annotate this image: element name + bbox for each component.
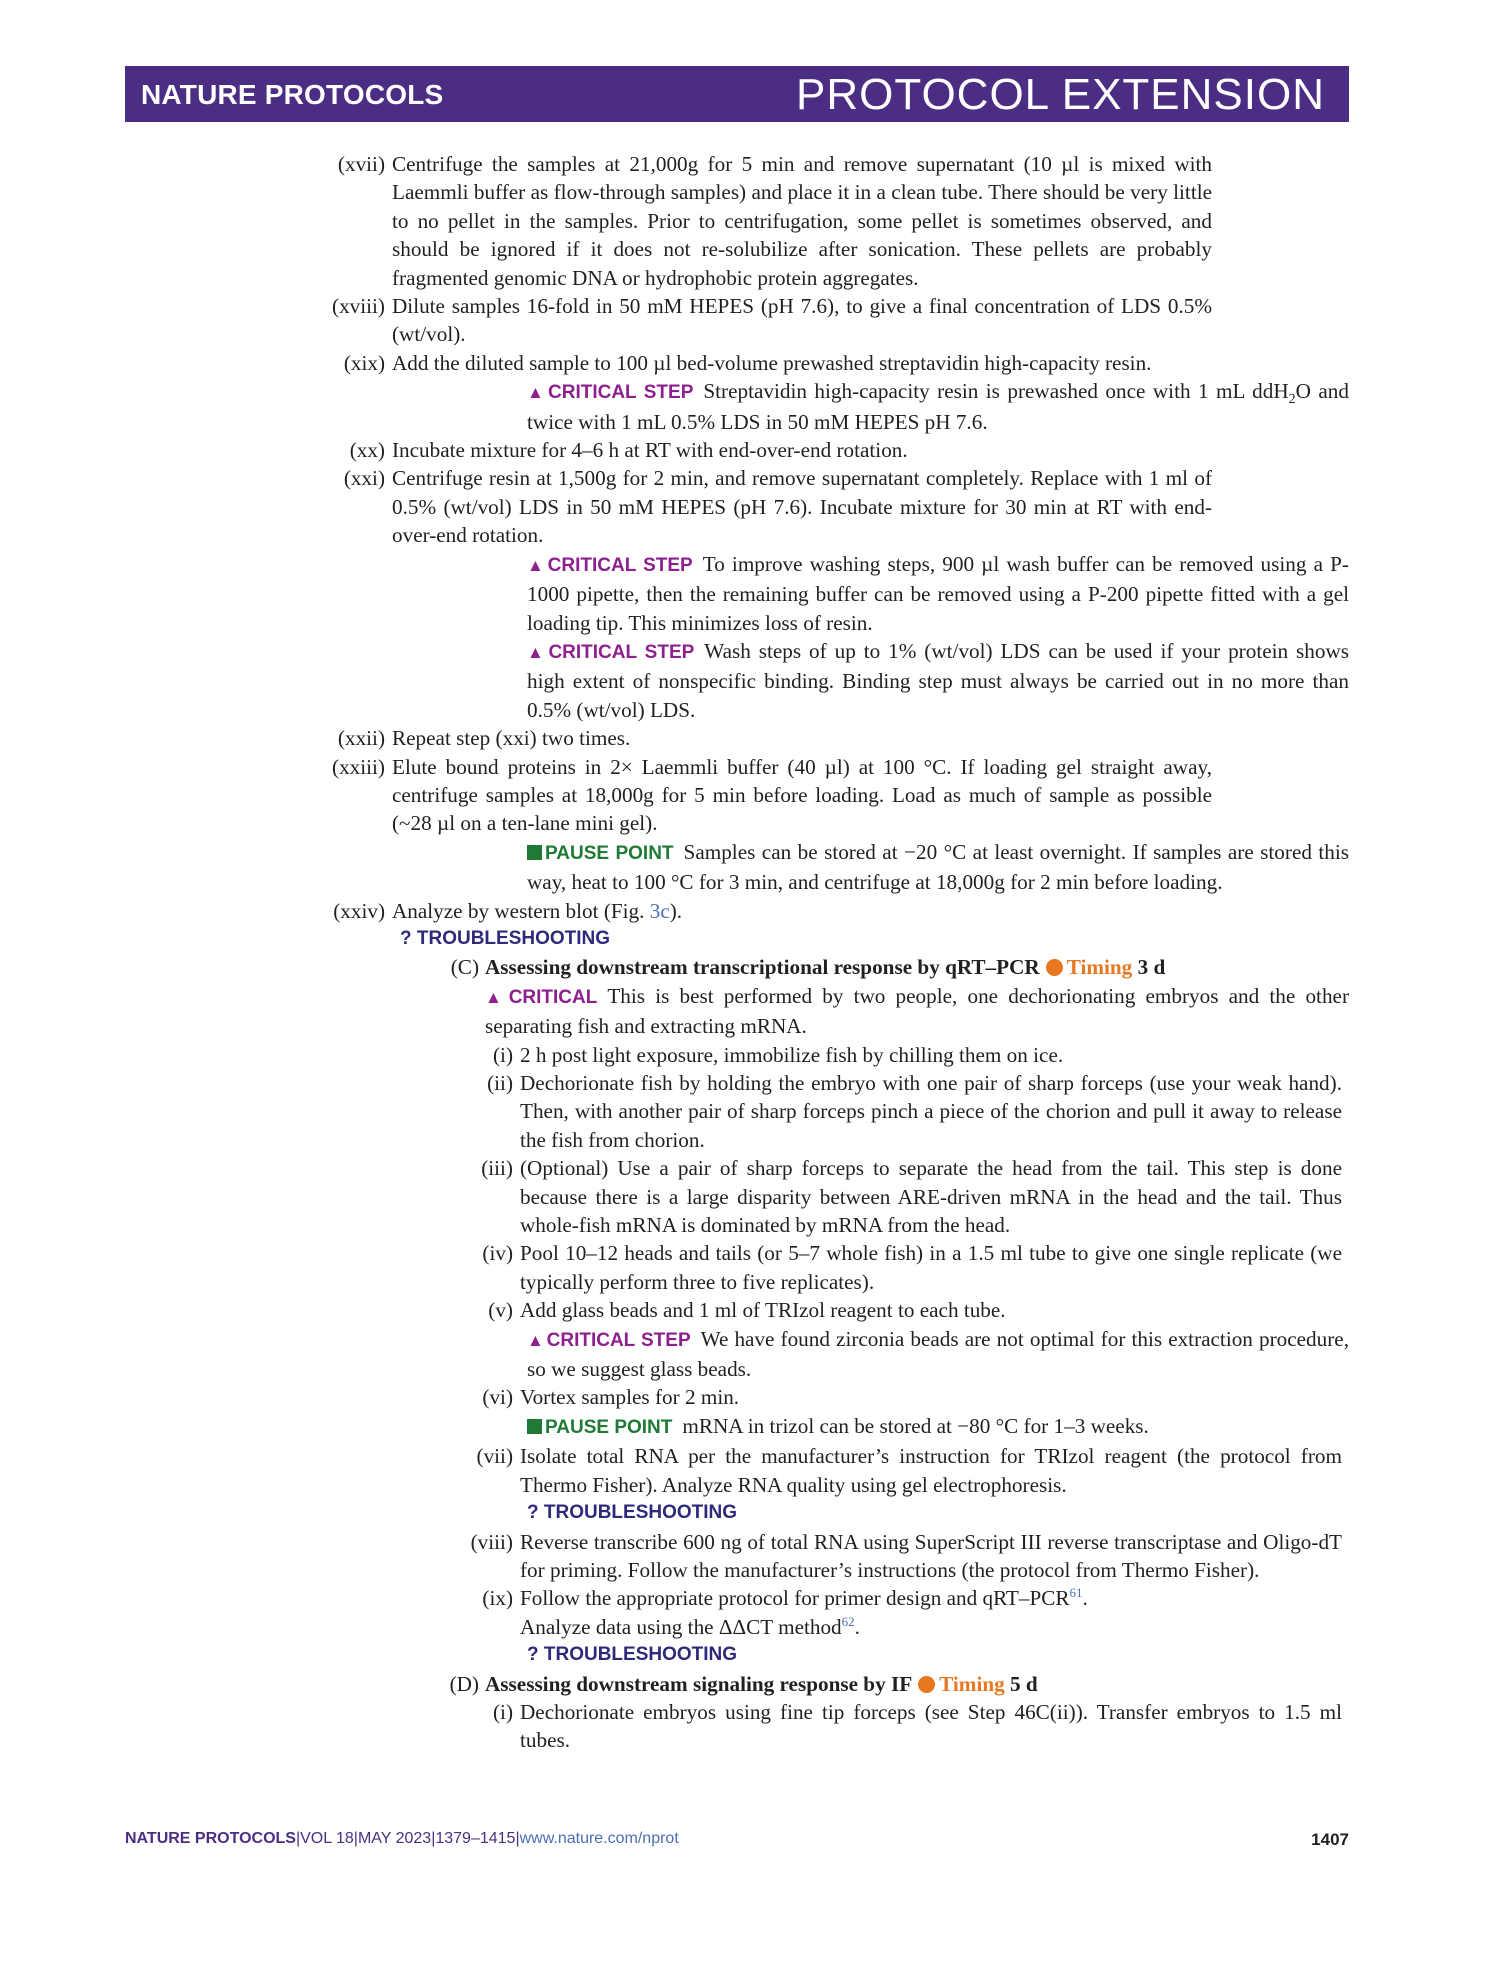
- critical-step-label: ▲ CRITICAL STEP: [527, 1329, 691, 1351]
- step-text: Centrifuge the samples at 21,000g for 5 min and remove supernatant (10 µl is mixed with Laemmli buffer as flow-through samples) and place it in a clean tube. There should be very little to no pellet in the samples. Prior to centrifugation, some pellet is sometimes observed, and should be ignored if it does not re-solubilize after sonication. These pellets are probably fragmented genomic DNA or hydrophobic protein aggregates.: [392, 152, 1212, 290]
- step-number: (i): [493, 1042, 513, 1067]
- step-xxi: [0, 464, 1489, 549]
- step-number: (xviii): [332, 294, 385, 319]
- journal-name: NATURE PROTOCOLS: [141, 79, 444, 110]
- step-xxiv: [0, 897, 1489, 925]
- troubleshooting-link[interactable]: ? TROUBLESHOOTING: [527, 1644, 738, 1666]
- step-number: (xvii): [337, 152, 385, 176]
- critical-step-note: ▲ CRITICAL STEP Streptavidin high-capacity resin is prewashed once with 1 mL ddH$_2$O and twice with 1 mL 0.5% LDS in 50 mM HEPES pH 7.6.: [527, 379, 1349, 434]
- timing-dot-icon: [1046, 959, 1063, 976]
- step-number: (xxiv): [333, 898, 385, 923]
- step-number: (xxii): [337, 726, 385, 751]
- step-c-i: [0, 1041, 1489, 1069]
- page-header: [125, 66, 1349, 122]
- step-text: (Optional) Use a pair of sharp forceps to separate the head from the tail. This step is done because there is a large disparity between ARE-driven mRNA in the head and the tail. Thus whole-fish mRNA is dominated by mRNA from the head.: [520, 1156, 1342, 1238]
- page-footer: NATURE PROTOCOLS|VOL 18|MAY 2023|1379–1415|www.nature.com/nprot 1407: [125, 1830, 1349, 1849]
- step-d-i: [0, 1698, 1489, 1755]
- step-xix: [0, 349, 1489, 377]
- step-c-vii: [0, 1442, 1489, 1499]
- section-title: Assessing downstream signaling response by IF Timing 5 d: [485, 1671, 1038, 1696]
- triangle-icon: ▲: [527, 1330, 545, 1350]
- critical-note: ▲ CRITICAL This is best performed by two people, one dechorionating embryos and the other separating fish and extracting mRNA.: [485, 983, 1349, 1039]
- section-d-heading: [0, 1670, 1489, 1698]
- reference-link[interactable]: 62: [841, 1613, 855, 1629]
- footer-date: MAY 2023: [357, 1830, 432, 1847]
- critical-step-label: ▲ CRITICAL STEP: [527, 641, 695, 663]
- step-text: Dechorionate fish by holding the embryo with one pair of sharp forceps (use your weak hand). Then, with another pair of sharp forceps pinch a piece of the chorion and pull it away to release the fish from chorion.: [520, 1071, 1342, 1152]
- step-text: Dilute samples 16-fold in 50 mM HEPES (pH 7.6), to give a final concentration of LDS 0.5% (wt/vol).: [392, 294, 1212, 347]
- step-number: (vi): [482, 1385, 513, 1410]
- footer-url-link[interactable]: www.nature.com/nprot: [519, 1830, 679, 1847]
- step-text: Dechorionate embryos using fine tip forceps (see Step 46C(ii)). Transfer embryos to 1.5 ml tubes.: [520, 1699, 1342, 1753]
- timing-dot-icon: [918, 1676, 935, 1693]
- step-c-iv: [0, 1239, 1489, 1296]
- critical-step-label: ▲ CRITICAL STEP: [527, 382, 694, 404]
- troubleshooting-link[interactable]: ? TROUBLESHOOTING: [400, 927, 611, 949]
- step-c-ix: [0, 1584, 1489, 1641]
- step-number: (v): [488, 1298, 513, 1323]
- section-title: Assessing downstream transcriptional response by qRT–PCR Timing 3 d: [485, 955, 1166, 980]
- step-number: (i): [493, 1699, 513, 1724]
- page-number: 1407: [1311, 1830, 1349, 1849]
- section-letter: (C): [450, 955, 479, 980]
- step-xxiii: [0, 753, 1489, 838]
- step-number: (vii): [476, 1444, 513, 1469]
- section-letter: (D): [449, 1671, 479, 1696]
- step-c-vi: [0, 1383, 1489, 1411]
- pause-point-note: PAUSE POINT Samples can be stored at −20 °C at least overnight. If samples are stored this way, heat to 100 °C for 3 min, and centrifuge at 18,000g for 2 min before loading.: [527, 839, 1350, 895]
- triangle-icon: ▲: [527, 642, 547, 662]
- troubleshooting-link[interactable]: ? TROUBLESHOOTING: [527, 1502, 738, 1524]
- triangle-icon: ▲: [527, 555, 546, 575]
- step-text: Pool 10–12 heads and tails (or 5–7 whole fish) in a 1.5 ml tube to give one single replicate (we typically perform three to five replicates).: [520, 1241, 1342, 1294]
- step-text: Analyze by western blot (Fig. 3c).: [392, 898, 683, 923]
- critical-step-label: ▲ CRITICAL STEP: [527, 554, 693, 576]
- step-xviii: [0, 292, 1489, 349]
- footer-volume: VOL 18: [300, 1830, 354, 1847]
- step-c-iii: [0, 1154, 1489, 1239]
- step-c-ii: [0, 1069, 1489, 1154]
- step-number: (xxiii): [332, 754, 385, 779]
- step-text: Add glass beads and 1 ml of TRIzol reagent to each tube.: [520, 1298, 1006, 1323]
- step-number: (ix): [482, 1586, 513, 1611]
- step-number: (iv): [482, 1241, 513, 1266]
- step-text: Reverse transcribe 600 ng of total RNA using SuperScript III reverse transcriptase and Oligo-dT for priming. Follow the manufacturer’s instructions (the protocol from Thermo Fisher).: [520, 1529, 1342, 1582]
- footer-journal: NATURE PROTOCOLS: [125, 1830, 296, 1847]
- critical-step-note: ▲ CRITICAL STEP To improve washing steps, 900 µl wash buffer can be removed using a P-1000 pipette, then the remaining buffer can be removed using a P-200 pipette fitted with a gel loading tip. This minimizes loss of resin.: [527, 551, 1349, 635]
- step-xxii: [0, 724, 1489, 752]
- step-text: Follow the appropriate protocol for primer design and qRT–PCR$^{61}$. Analyze data using the ΔΔCT method$^{62}$.: [520, 1585, 1088, 1639]
- step-text: Incubate mixture for 4–6 h at RT with end-over-end rotation.: [392, 438, 908, 463]
- pause-point-label: PAUSE POINT: [527, 843, 674, 864]
- step-number: (xix): [343, 350, 385, 375]
- step-number: (xx): [349, 438, 385, 463]
- step-text: Elute bound proteins in 2× Laemmli buffer (40 µl) at 100 °C. If loading gel straight away, centrifuge samples at 18,000g for 5 min before loading. Load as much of sample as possible (~28 µl on a ten-lane mini gel).: [392, 754, 1212, 836]
- step-number: (viii): [470, 1529, 513, 1554]
- step-text: 2 h post light exposure, immobilize fish by chilling them on ice.: [520, 1042, 1064, 1067]
- step-number: (iii): [481, 1156, 513, 1181]
- figure-link[interactable]: 3c: [649, 898, 670, 923]
- footer-pages: 1379–1415: [435, 1830, 516, 1847]
- reference-link[interactable]: 61: [1069, 1585, 1083, 1601]
- square-icon: [527, 1419, 542, 1434]
- step-text: Vortex samples for 2 min.: [520, 1385, 740, 1410]
- triangle-icon: ▲: [527, 383, 546, 403]
- section-c-heading: [0, 953, 1489, 981]
- pause-point-note: PAUSE POINT mRNA in trizol can be stored at −80 °C for 1–3 weeks.: [527, 1412, 1349, 1442]
- square-icon: [527, 845, 542, 860]
- critical-label: ▲ CRITICAL: [485, 986, 598, 1008]
- step-xvii: [0, 150, 1489, 292]
- step-xx: [0, 436, 1489, 464]
- critical-step-note: ▲ CRITICAL STEP We have found zirconia beads are not optimal for this extraction procedure, so we suggest glass beads.: [527, 1326, 1349, 1382]
- protocol-body: [0, 150, 1489, 1755]
- critical-step-note: ▲ CRITICAL STEP Wash steps of up to 1% (wt/vol) LDS can be used if your protein shows high extent of nonspecific binding. Binding step must always be carried out in no more than 0.5% (wt/vol) LDS.: [527, 638, 1349, 722]
- step-text: Centrifuge resin at 1,500g for 2 min, and remove supernatant completely. Replace with 1 ml of 0.5% (wt/vol) LDS in 50 mM HEPES (pH 7.6). Incubate mixture for 30 min at RT with end-over-end rotation.: [392, 466, 1212, 548]
- step-number: (xxi): [343, 466, 385, 491]
- article-type: PROTOCOL EXTENSION: [796, 70, 1325, 119]
- step-text: Repeat step (xxi) two times.: [392, 726, 631, 751]
- step-text: Isolate total RNA per the manufacturer’s instruction for TRIzol reagent (the protocol from Thermo Fisher). Analyze RNA quality using gel electrophoresis.: [520, 1444, 1342, 1497]
- step-c-v: [0, 1296, 1489, 1324]
- pause-point-label: PAUSE POINT: [527, 1417, 672, 1438]
- triangle-icon: ▲: [485, 987, 507, 1007]
- step-c-viii: [0, 1528, 1489, 1585]
- step-text: Add the diluted sample to 100 µl bed-volume prewashed streptavidin high-capacity resin.: [392, 350, 1152, 375]
- step-number: (ii): [487, 1071, 513, 1095]
